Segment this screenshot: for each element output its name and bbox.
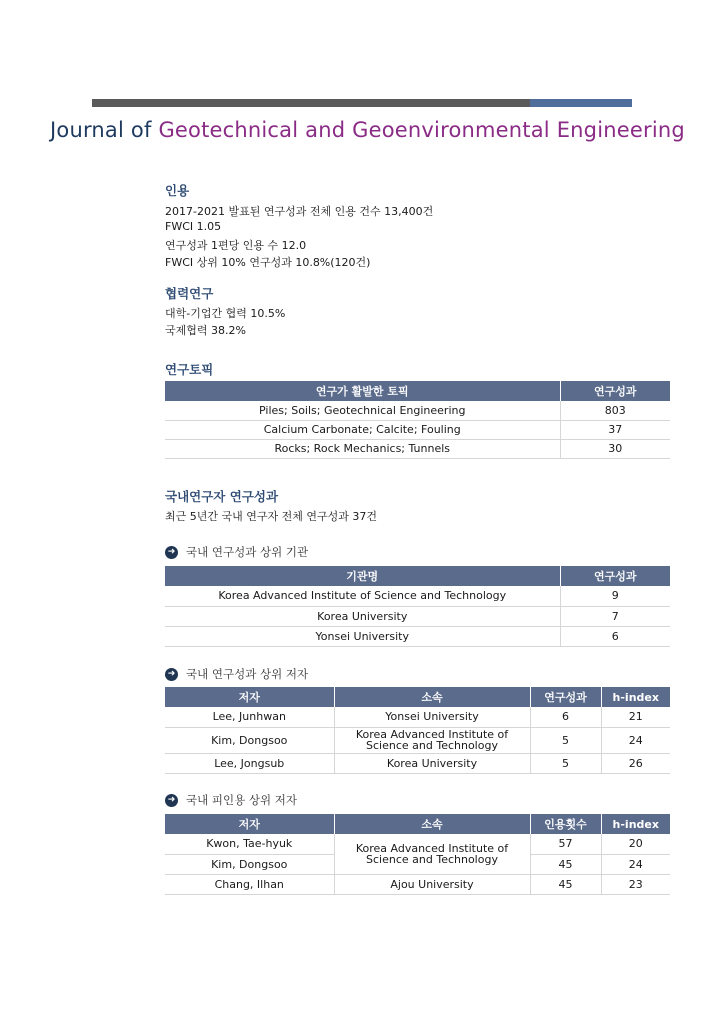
table-row <box>165 401 670 420</box>
table-row <box>165 753 670 773</box>
column-header: h-index <box>601 687 670 707</box>
column-header: 소속 <box>334 814 530 834</box>
column-header: 저자 <box>165 814 334 834</box>
table-row <box>165 606 670 626</box>
cited-subheading-label: 국내 피인용 상위 저자 <box>186 793 297 807</box>
column-header: 연구성과 <box>560 381 670 401</box>
authors-subheading-label: 국내 연구성과 상위 저자 <box>186 667 309 681</box>
affiliation-cell: Ajou University <box>334 874 530 894</box>
count-cell: 5 <box>530 727 601 753</box>
institution-cell: Korea University <box>165 606 560 626</box>
author-cell: Kim, Dongsoo <box>165 727 334 753</box>
affiliation-line: Science and Technology <box>366 739 498 752</box>
authors-table <box>165 687 670 774</box>
author-cell: Kwon, Tae-hyuk <box>165 834 334 854</box>
author-cell: Lee, Jongsub <box>165 753 334 773</box>
journal-title-prefix: Journal of <box>50 118 152 142</box>
citation-line: 2017-2021 발표된 연구성과 전체 인용 건수 13,400건 <box>165 205 434 218</box>
affiliation-cell: Korea University <box>334 753 530 773</box>
affiliation-line: Science and Technology <box>366 852 498 866</box>
table-header-row <box>165 566 670 586</box>
topics-heading: 연구토픽 <box>165 362 214 377</box>
topics-table <box>165 381 670 459</box>
count-cell: 37 <box>560 420 670 439</box>
count-cell: 9 <box>560 586 670 606</box>
affiliation-cell: Yonsei University <box>334 707 530 727</box>
affiliation-line: Korea Advanced Institute of <box>355 728 509 741</box>
institutions-subheading <box>165 544 308 560</box>
table-row <box>165 727 670 753</box>
institution-cell: Yonsei University <box>165 626 560 646</box>
column-header: 연구가 활발한 토픽 <box>165 381 560 401</box>
author-cell: Kim, Dongsoo <box>165 854 334 874</box>
topic-cell: Calcium Carbonate; Calcite; Fouling <box>165 420 560 439</box>
column-header: 인용횟수 <box>530 814 601 834</box>
h-index-cell: 21 <box>601 707 670 727</box>
count-cell: 45 <box>530 854 601 874</box>
topic-cell: Piles; Soils; Geotechnical Engineering <box>165 401 560 420</box>
count-cell: 6 <box>560 626 670 646</box>
affiliation-line: Korea Advanced Institute of <box>355 841 509 855</box>
collaboration-line: 대학-기업간 협력 10.5% <box>165 307 286 320</box>
affiliation-cell <box>334 834 530 874</box>
column-header: h-index <box>601 814 670 834</box>
topic-cell: Rocks; Rock Mechanics; Tunnels <box>165 439 560 458</box>
count-cell: 57 <box>530 834 601 854</box>
journal-title <box>50 118 710 142</box>
domestic-heading: 국내연구자 연구성과 <box>165 489 279 504</box>
h-index-cell: 20 <box>601 834 670 854</box>
column-header: 소속 <box>334 687 530 707</box>
collaboration-heading: 협력연구 <box>165 286 214 301</box>
count-cell: 30 <box>560 439 670 458</box>
h-index-cell: 24 <box>601 727 670 753</box>
arrow-right-circle-icon: ➜ <box>165 794 178 807</box>
table-row <box>165 420 670 439</box>
table-row <box>165 626 670 646</box>
table-row <box>165 439 670 458</box>
table-row <box>165 874 670 894</box>
count-cell: 803 <box>560 401 670 420</box>
count-cell: 45 <box>530 874 601 894</box>
column-header: 저자 <box>165 687 334 707</box>
table-header-row <box>165 687 670 707</box>
authors-subheading <box>165 666 308 682</box>
collaboration-line: 국제협력 38.2% <box>165 324 246 337</box>
citation-heading: 인용 <box>165 183 190 198</box>
institutions-subheading-label: 국내 연구성과 상위 기관 <box>186 545 309 559</box>
citation-line: FWCI 상위 10% 연구성과 10.8%(120건) <box>165 256 371 269</box>
table-header-row <box>165 381 670 401</box>
institutions-table <box>165 566 670 647</box>
count-cell: 5 <box>530 753 601 773</box>
column-header: 기관명 <box>165 566 560 586</box>
table-row <box>165 707 670 727</box>
citation-line: 연구성과 1편당 인용 수 12.0 <box>165 239 307 252</box>
count-cell: 6 <box>530 707 601 727</box>
h-index-cell: 24 <box>601 854 670 874</box>
header-bar-accent <box>530 99 632 107</box>
count-cell: 7 <box>560 606 670 626</box>
journal-title-name: Geotechnical and Geoenvironmental Engineering <box>158 118 685 142</box>
author-cell: Lee, Junhwan <box>165 707 334 727</box>
institution-cell: Korea Advanced Institute of Science and Technology <box>165 586 560 606</box>
column-header: 연구성과 <box>530 687 601 707</box>
affiliation-cell <box>334 727 530 753</box>
h-index-cell: 26 <box>601 753 670 773</box>
column-header: 연구성과 <box>560 566 670 586</box>
author-cell: Chang, Ilhan <box>165 874 334 894</box>
cited-subheading <box>165 792 297 808</box>
cited-table <box>165 814 670 895</box>
domestic-summary: 최근 5년간 국내 연구자 전체 연구성과 37건 <box>165 510 377 523</box>
table-row <box>165 834 670 854</box>
table-row <box>165 586 670 606</box>
h-index-cell: 23 <box>601 874 670 894</box>
table-header-row <box>165 814 670 834</box>
arrow-right-circle-icon: ➜ <box>165 546 178 559</box>
citation-line: FWCI 1.05 <box>165 220 222 233</box>
arrow-right-circle-icon: ➜ <box>165 668 178 681</box>
